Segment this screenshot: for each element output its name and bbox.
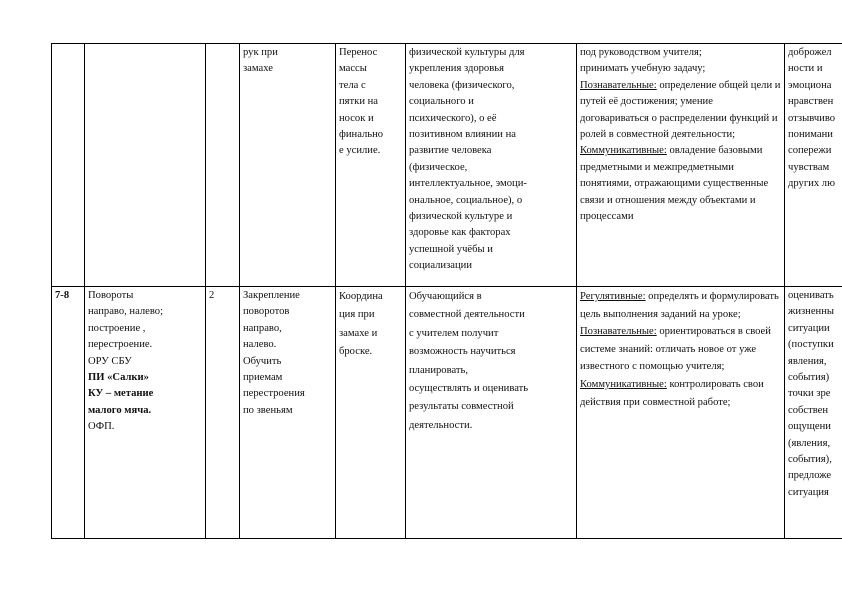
uud-text: определение общей цели и путей её достижения; умение договариваться о распределении функций и ролей в совместной деятельности;	[580, 79, 781, 141]
topic-line: ОФП.	[88, 421, 115, 433]
topic-line: направо, налево;	[88, 306, 164, 318]
technique-cell: Координа ция при замахе и броске.	[336, 287, 406, 539]
lesson-number-cell	[52, 44, 85, 287]
uud-text: ориентироваться в своей системе знаний: отличать новое от уже известного с помощью учителя;	[580, 326, 771, 373]
uud-text: определять и формулировать цель выполнения заданий на уроке;	[580, 291, 779, 320]
topic-line: перестроение.	[88, 339, 153, 351]
topic-line: ПИ «Салки»	[88, 372, 149, 384]
topic-line: КУ – метание	[88, 388, 154, 400]
table-row	[52, 44, 842, 287]
topic-line: построение ,	[88, 322, 146, 334]
topic-line: ОРУ СБУ	[88, 355, 132, 367]
uud-category: Познавательные:	[580, 326, 657, 338]
uud-category: Регулятивные:	[580, 291, 646, 302]
personal-results-cell: доброжел ности и эмоциона нравствен отзывчиво понимани сопережи чувствам других лю	[785, 44, 842, 287]
table-row	[52, 287, 842, 539]
uud-cell	[577, 44, 785, 287]
uud-line: принимать учебную задачу;	[580, 63, 706, 75]
lesson-topic-cell	[85, 44, 206, 287]
uud-cell	[577, 287, 785, 539]
technique-cell: Перенос массы тела с пятки на носок и финально е усилие.	[336, 44, 406, 287]
uud-text: овладение базовыми предметными и межпредметными понятиями, отражающими существенные связи и отношения между объектами и процессами	[580, 145, 769, 223]
hours-cell	[206, 44, 240, 287]
lesson-number-cell: 7-8	[52, 287, 85, 539]
uud-line: под руководством учителя;	[580, 47, 702, 58]
uud-category: Коммуникативные:	[580, 378, 667, 390]
lesson-plan-table	[51, 43, 842, 539]
lesson-topic-cell	[85, 287, 206, 539]
personal-results-cell: оценивать жизненны ситуации (поступки явления, события) точки зре собствен ощущени (явления, события), предложе ситуация	[785, 287, 842, 539]
uud-text: контролировать свои действия при совместной работе;	[580, 378, 764, 408]
uud-category: Познавательные:	[580, 79, 657, 91]
subject-results-cell: физической культуры для укрепления здоровья человека (физического, социального и психического), о её позитивном влиянии на развитие человека (физическое, интеллектуальное, эмоци- ональное, социальное), о физической культуре и здоровье как факторах успешной учёбы и социализации	[406, 44, 577, 287]
topic-line: малого мяча.	[88, 404, 152, 416]
topic-line: Повороты	[88, 290, 134, 301]
content-cell: рук при замахе	[240, 44, 336, 287]
content-cell: Закрепление поворотов направо, налево. Обучить приемам перестроения по звеньям	[240, 287, 336, 539]
hours-cell: 2	[206, 287, 240, 539]
uud-category: Коммуникативные:	[580, 145, 667, 157]
subject-results-cell: Обучающийся в совместной деятельности с учителем получит возможность научиться планировать, осуществлять и оценивать результаты совместной деятельности.	[406, 287, 577, 539]
